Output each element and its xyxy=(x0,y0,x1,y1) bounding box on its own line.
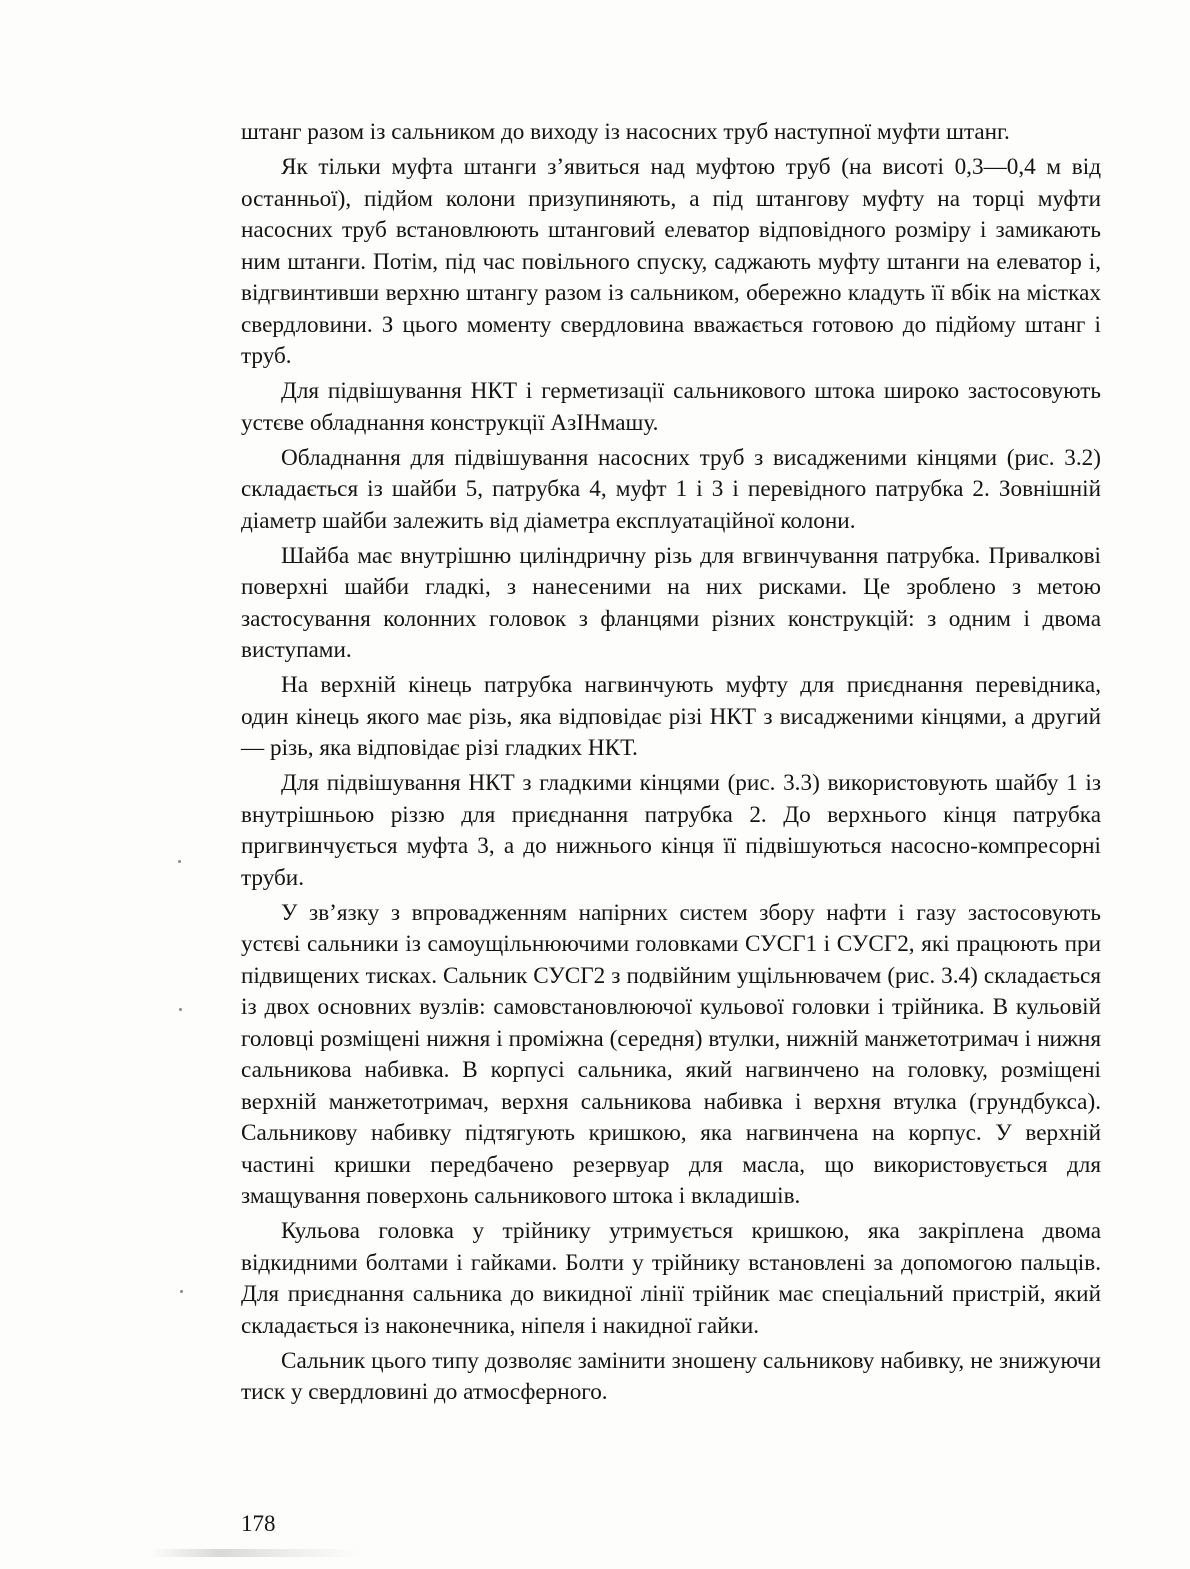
body-text xyxy=(241,117,1101,1412)
paragraph: Для підвішування НКТ і герметизації сальникового штока широко застосовують устєве обладнання конструкції АзІНмашу. xyxy=(241,378,1101,436)
scan-speck xyxy=(178,860,181,863)
scan-speck xyxy=(179,1008,182,1011)
page-number: 178 xyxy=(241,1511,276,1536)
paragraph: Для підвішування НКТ з гладкими кінцями (рис. 3.3) використовують шайбу 1 із внутрішньою різзю для приєднання патрубка 2. До верхнього кінця патрубка пригвинчується муфта 3, а до нижнього кінця її підвішуються насосно-компресорні труби. xyxy=(241,770,1101,891)
paragraph: На верхній кінець патрубка нагвинчують муфту для приєднання перевідника, один кінець якого має різь, яка відповідає різі НКТ з висадженими кінцями, а другий — різь, яка відповідає різі гладких НКТ. xyxy=(241,672,1101,761)
paragraph-continuation: штанг разом із сальником до виходу із насосних труб наступної муфти штанг. xyxy=(241,119,1010,145)
paragraph: Сальник цього типу дозволяє замінити зношену сальникову набивку, не знижуючи тиск у свердловині до атмосферного. xyxy=(241,1347,1101,1405)
paragraph: Обладнання для підвішування насосних труб з висадженими кінцями (рис. 3.2) складається із шайби 5, патрубка 4, муфт 1 і 3 і перевідного патрубка 2. Зовнішній діаметр шайби залежить від діаметра експлуатаційної колони. xyxy=(241,444,1101,534)
scan-smudge xyxy=(150,1549,360,1557)
paragraph: У зв’язку з впровадженням напірних систем збору нафти і газу застосовують устєві сальники із самоущільнюючими головками СУСГ1 і СУСГ2, які працюють при підвищених тисках. Сальник СУСГ2 з подвійним ущільнювачем (рис. 3.4) складається із двох основних вузлів: самовстановлюючої кульової головки і трійника. В кульовій головці розміщені нижня і проміжна (середня) втулки, нижній манжетотримач і нижня сальникова набивка. В корпусі сальника, який нагвинчено на головку, розміщені верхній манжетотримач, верхня сальникова набивка і верхня втулка (грундбукса). Сальникову набивку підтягують кришкою, яка нагвинчена на корпус. У верхній частині кришки передбачено резервуар для масла, що використовується для змащування поверхонь сальникового штока і вкладишів. xyxy=(241,899,1101,1209)
paragraph: Шайба має внутрішню циліндричну різь для вгвинчування патрубка. Привалкові поверхні шайби гладкі, з нанесеними на них рисками. Це зроблено з метою застосування колонних головок з фланцями різних конструкцій: з одним і двома виступами. xyxy=(241,542,1101,663)
paragraph: Кульова головка у трійнику утримується кришкою, яка закріплена двома відкидними болтами і гайками. Болти у трійнику встановлені за допомогою пальців. Для приєднання сальника до викидної лінії трійник має спеціальний пристрій, який складається із наконечника, ніпеля і накидної гайки. xyxy=(241,1218,1101,1339)
scan-speck xyxy=(180,1290,183,1293)
paragraph: Як тільки муфта штанги з’явиться над муфтою труб (на висоті 0,3––0,4 м від останньої), підйом колони призупиняють, а під штангову муфту на торці муфти насосних труб встановлюють штанговий елеватор відповідного розміру і замикають ним штанги. Потім, під час повільного спуску, саджають муфту штанги на елеватор і, відгвинтивши верхню штангу разом із сальником, обережно кладуть її вбік на містках свердловини. З цього моменту свердловина вважається готовою до підйому штанг і труб. xyxy=(241,154,1101,369)
